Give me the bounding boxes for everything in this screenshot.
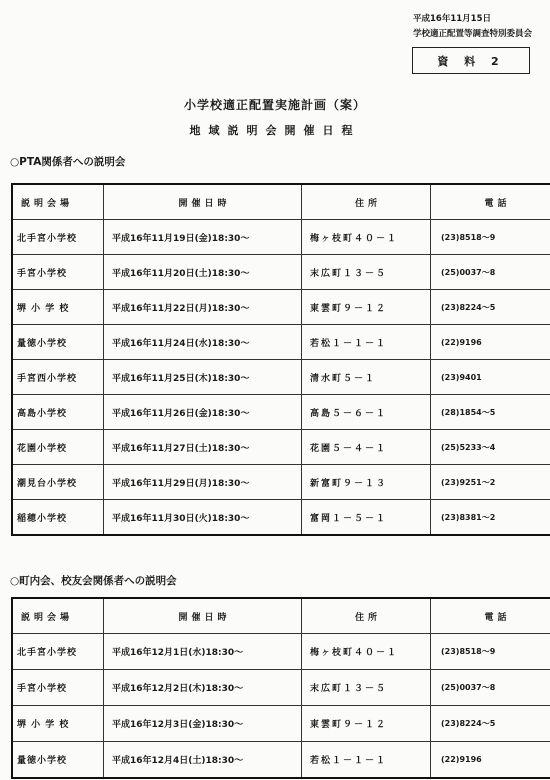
venue-cell: 高島小学校 (12, 395, 104, 430)
tel-cell: (23)8518～9 (431, 220, 550, 255)
tel-cell: (23)8381～2 (431, 500, 550, 536)
venue-cell: 北手宮小学校 (12, 634, 104, 670)
datetime-cell: 平成16年11月27日(土)18:30～ (104, 430, 302, 465)
table-row (12, 395, 550, 430)
venue-cell: 堺 小 学 校 (12, 706, 104, 742)
address-cell: 東雲町９－１２ (302, 290, 431, 325)
address-cell: 末広町１３－５ (302, 670, 431, 706)
address-cell: 清水町５－１ (302, 360, 431, 395)
datetime-cell: 平成16年11月19日(金)18:30～ (104, 220, 302, 255)
tel-cell: (23)8518～9 (431, 634, 550, 670)
tel-cell: (25)5233～4 (431, 430, 550, 465)
datetime-cell: 平成16年11月20日(土)18:30～ (104, 255, 302, 290)
venue-cell: 手宮小学校 (12, 255, 104, 290)
tel-cell: (28)1854～5 (431, 395, 550, 430)
address-cell: 新富町９－１３ (302, 465, 431, 500)
table-row (12, 465, 550, 500)
document-label: 資 料 2 (437, 54, 505, 68)
tel-cell: (22)9196 (431, 742, 550, 779)
document-date: 平成16年11月15日 (413, 14, 491, 24)
header-tel: 電話 (431, 598, 550, 634)
datetime-cell: 平成16年11月25日(木)18:30～ (104, 360, 302, 395)
schedule-table-community (11, 597, 550, 779)
venue-cell: 北手宮小学校 (12, 220, 104, 255)
section-heading-pta: ○PTA関係者への説明会 (10, 156, 126, 168)
venue-cell: 量徳小学校 (12, 742, 104, 779)
address-cell: 高島５－６－１ (302, 395, 431, 430)
address-cell: 花園５－４－１ (302, 430, 431, 465)
tel-cell: (23)9401 (431, 360, 550, 395)
document-title: 小学校適正配置実施計画（案） (183, 98, 366, 112)
table-row (12, 430, 550, 465)
table-row (12, 255, 550, 290)
venue-cell: 花園小学校 (12, 430, 104, 465)
tel-cell: (23)9251～2 (431, 465, 550, 500)
table-row (12, 706, 550, 742)
table-row (12, 220, 550, 255)
venue-cell: 潮見台小学校 (12, 465, 104, 500)
datetime-cell: 平成16年12月1日(水)18:30～ (104, 634, 302, 670)
header-address: 住所 (302, 184, 431, 220)
datetime-cell: 平成16年11月26日(金)18:30～ (104, 395, 302, 430)
address-cell: 東雲町９－１２ (302, 706, 431, 742)
tel-cell: (25)0037～8 (431, 670, 550, 706)
committee-name: 学校適正配置等調査特別委員会 (413, 29, 533, 39)
datetime-cell: 平成16年12月3日(金)18:30～ (104, 706, 302, 742)
document-label-box (412, 47, 530, 74)
table-row (12, 360, 550, 395)
venue-cell: 量徳小学校 (12, 325, 104, 360)
datetime-cell: 平成16年12月4日(土)18:30～ (104, 742, 302, 779)
tel-cell: (23)8224～5 (431, 706, 550, 742)
table-row (12, 634, 550, 670)
header-address: 住所 (302, 598, 431, 634)
venue-cell: 堺 小 学 校 (12, 290, 104, 325)
address-cell: 梅ヶ枝町４０－１ (302, 634, 431, 670)
document-subtitle: 地域説明会開催日程 (189, 124, 361, 137)
venue-cell: 手宮小学校 (12, 670, 104, 706)
header-venue: 説明会場 (12, 184, 104, 220)
section-heading-community: ○町内会、校友会関係者への説明会 (10, 575, 177, 587)
tel-cell: (23)8224～5 (431, 290, 550, 325)
address-cell: 若松１－１－１ (302, 325, 431, 360)
schedule-table-pta (11, 183, 550, 536)
header-tel: 電話 (431, 184, 550, 220)
venue-cell: 手宮西小学校 (12, 360, 104, 395)
table-row (12, 290, 550, 325)
address-cell: 若松１－１－１ (302, 742, 431, 779)
table-row (12, 670, 550, 706)
address-cell: 末広町１３－５ (302, 255, 431, 290)
datetime-cell: 平成16年11月29日(月)18:30～ (104, 465, 302, 500)
datetime-cell: 平成16年11月30日(火)18:30～ (104, 500, 302, 536)
datetime-cell: 平成16年12月2日(木)18:30～ (104, 670, 302, 706)
address-cell: 富岡１－５－１ (302, 500, 431, 536)
header-datetime: 開催日時 (104, 184, 302, 220)
header-datetime: 開催日時 (104, 598, 302, 634)
address-cell: 梅ヶ枝町４０－１ (302, 220, 431, 255)
table-row (12, 500, 550, 536)
datetime-cell: 平成16年11月24日(水)18:30～ (104, 325, 302, 360)
table-row (12, 742, 550, 779)
datetime-cell: 平成16年11月22日(月)18:30～ (104, 290, 302, 325)
venue-cell: 稲穂小学校 (12, 500, 104, 536)
table-row (12, 325, 550, 360)
table-header-row (12, 598, 550, 634)
tel-cell: (25)0037～8 (431, 255, 550, 290)
header-venue: 説明会場 (12, 598, 104, 634)
tel-cell: (22)9196 (431, 325, 550, 360)
table-header-row (12, 184, 550, 220)
